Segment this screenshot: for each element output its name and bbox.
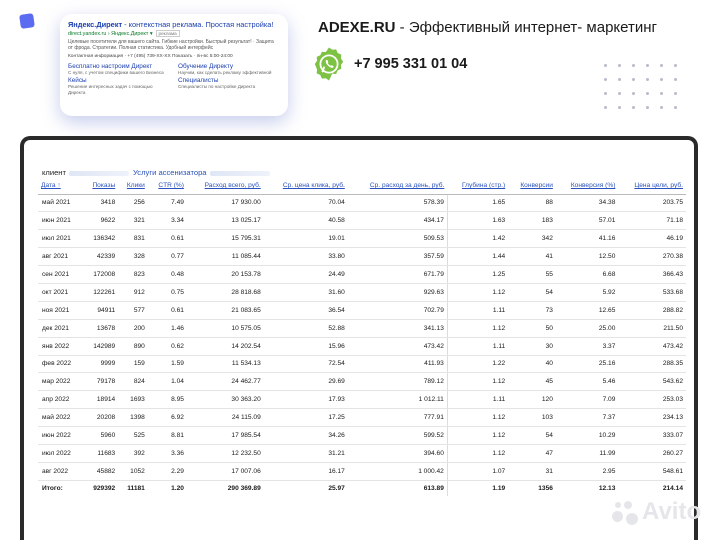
cell-conversions: 50 bbox=[508, 319, 556, 337]
table-row[interactable] bbox=[38, 409, 686, 427]
blurred-field bbox=[69, 171, 129, 176]
cell-clicks: 200 bbox=[118, 319, 148, 337]
cell-daily-spend: 599.52 bbox=[348, 427, 448, 445]
cell-conversions: 47 bbox=[508, 444, 556, 462]
column-header-cost-per-goal[interactable]: Цена цели, руб. bbox=[618, 178, 686, 194]
column-header-spend[interactable]: Расход всего, руб. bbox=[187, 178, 264, 194]
cell-impressions: 13678 bbox=[83, 319, 119, 337]
avito-wordmark: Avito bbox=[642, 498, 702, 525]
ad-title[interactable] bbox=[68, 20, 280, 29]
cell-clicks: 890 bbox=[118, 337, 148, 355]
table-row[interactable] bbox=[38, 319, 686, 337]
cell-impressions: 9999 bbox=[83, 355, 119, 373]
cell-conversion-rate: 12.50 bbox=[556, 248, 619, 266]
cell-clicks: 824 bbox=[118, 373, 148, 391]
cell-impressions: 42339 bbox=[83, 248, 119, 266]
phone-number[interactable]: +7 995 331 01 04 bbox=[354, 56, 468, 72]
cell-conversions: 120 bbox=[508, 391, 556, 409]
cell-conversion-rate: 57.01 bbox=[556, 212, 619, 230]
cell-cost-per-goal: 288.82 bbox=[618, 301, 686, 319]
cell-avg-cpc: 31.21 bbox=[264, 444, 348, 462]
cell-cost-per-goal: 234.13 bbox=[618, 409, 686, 427]
cell-daily-spend: 341.13 bbox=[348, 319, 448, 337]
cell-impressions: 11683 bbox=[83, 444, 119, 462]
cell-conversions: 342 bbox=[508, 230, 556, 248]
cell-date: ноя 2021 bbox=[38, 301, 83, 319]
table-row[interactable] bbox=[38, 266, 686, 284]
cell-avg-cpc: 52.88 bbox=[264, 319, 348, 337]
cell-ctr: 0.75 bbox=[148, 283, 187, 301]
cell-avg-cpc: 16.17 bbox=[264, 462, 348, 480]
cell-avg-cpc: 19.01 bbox=[264, 230, 348, 248]
cell-daily-spend: 509.53 bbox=[348, 230, 448, 248]
cell-conversion-rate: 25.00 bbox=[556, 319, 619, 337]
cell-date: янв 2022 bbox=[38, 337, 83, 355]
cell-avg-cpc: 15.96 bbox=[264, 337, 348, 355]
column-header-conversion-rate[interactable]: Конверсия (%) bbox=[556, 178, 619, 194]
table-row[interactable] bbox=[38, 301, 686, 319]
table-total-row bbox=[38, 480, 686, 496]
cell-spend: 14 202.54 bbox=[187, 337, 264, 355]
cell-cost-per-goal: 253.03 bbox=[618, 391, 686, 409]
cell-avg-cpc: 17.93 bbox=[264, 391, 348, 409]
cell-clicks: 328 bbox=[118, 248, 148, 266]
cell-ctr: 1.04 bbox=[148, 373, 187, 391]
cell-spend: 10 575.05 bbox=[187, 319, 264, 337]
ad-sitelink-title: Кейсы bbox=[68, 77, 87, 85]
table-row[interactable] bbox=[38, 212, 686, 230]
cell-cost-per-goal: 211.50 bbox=[618, 319, 686, 337]
cell-daily-spend: 434.17 bbox=[348, 212, 448, 230]
cell-cost-per-goal: 288.35 bbox=[618, 355, 686, 373]
cell-date: май 2022 bbox=[38, 409, 83, 427]
cell-avg-cpc: 40.58 bbox=[264, 212, 348, 230]
cell-date: июл 2021 bbox=[38, 230, 83, 248]
cell-conversions: 88 bbox=[508, 194, 556, 212]
cell-clicks: 321 bbox=[118, 212, 148, 230]
cell-ctr: 1.59 bbox=[148, 355, 187, 373]
table-row[interactable] bbox=[38, 248, 686, 266]
cell-date: авг 2021 bbox=[38, 248, 83, 266]
ad-description: Целевые посетители для вашего сайта. Гибкие настройки. Быстрый результат! · Защита от фрода. Стратегии. Полная статистика. Удобный интерфейс bbox=[68, 39, 274, 52]
cell-conversion-rate: 3.37 bbox=[556, 337, 619, 355]
cell-depth: 1.65 bbox=[447, 194, 508, 212]
column-header-conversions[interactable]: Конверсии bbox=[508, 178, 556, 194]
table-row[interactable] bbox=[38, 230, 686, 248]
cell-date: сен 2021 bbox=[38, 266, 83, 284]
cell-avg-cpc: 31.60 bbox=[264, 283, 348, 301]
ad-sitelink-title: Специалисты bbox=[178, 77, 219, 85]
ad-sitelinks bbox=[68, 63, 280, 96]
cell-impressions: 5960 bbox=[83, 427, 119, 445]
cell-impressions: 172008 bbox=[83, 266, 119, 284]
cell-conversions: 30 bbox=[508, 337, 556, 355]
ad-sitelink[interactable] bbox=[178, 77, 280, 95]
cell-conversions: 183 bbox=[508, 212, 556, 230]
cell-avg-cpc: 34.26 bbox=[264, 427, 348, 445]
cell-date: фев 2022 bbox=[38, 355, 83, 373]
cell-ctr: 7.49 bbox=[148, 194, 187, 212]
ad-url-text: direct.yandex.ru › Яндекс.Директ ▾ bbox=[68, 31, 153, 37]
cell-conversions: 55 bbox=[508, 266, 556, 284]
decorative-square-icon bbox=[19, 13, 35, 29]
cell-clicks: 577 bbox=[118, 301, 148, 319]
cell-conversions: 41 bbox=[508, 248, 556, 266]
cell-ctr: 3.34 bbox=[148, 212, 187, 230]
cell-conversion-rate: 6.68 bbox=[556, 266, 619, 284]
total-cell-depth: 1.19 bbox=[447, 480, 508, 496]
cell-date: мар 2022 bbox=[38, 373, 83, 391]
cell-avg-cpc: 24.49 bbox=[264, 266, 348, 284]
table-row[interactable] bbox=[38, 355, 686, 373]
table-body bbox=[38, 194, 686, 496]
table-row[interactable] bbox=[38, 427, 686, 445]
cell-conversions: 54 bbox=[508, 283, 556, 301]
cell-depth: 1.12 bbox=[447, 444, 508, 462]
ad-title-brand: Яндекс.Директ bbox=[68, 20, 123, 29]
cell-spend: 30 363.20 bbox=[187, 391, 264, 409]
cell-ctr: 8.95 bbox=[148, 391, 187, 409]
cell-avg-cpc: 29.69 bbox=[264, 373, 348, 391]
cell-clicks: 159 bbox=[118, 355, 148, 373]
cell-clicks: 392 bbox=[118, 444, 148, 462]
cell-cost-per-goal: 270.38 bbox=[618, 248, 686, 266]
cell-ctr: 6.92 bbox=[148, 409, 187, 427]
cell-clicks: 1398 bbox=[118, 409, 148, 427]
ad-sitelink[interactable] bbox=[68, 77, 170, 95]
cell-conversions: 103 bbox=[508, 409, 556, 427]
cell-depth: 1.22 bbox=[447, 355, 508, 373]
table-row[interactable] bbox=[38, 283, 686, 301]
cell-ctr: 3.36 bbox=[148, 444, 187, 462]
cell-ctr: 2.29 bbox=[148, 462, 187, 480]
cell-depth: 1.63 bbox=[447, 212, 508, 230]
cell-cost-per-goal: 260.27 bbox=[618, 444, 686, 462]
cell-clicks: 525 bbox=[118, 427, 148, 445]
cell-impressions: 142989 bbox=[83, 337, 119, 355]
client-label: клиент bbox=[42, 168, 66, 177]
ad-sitelink-title: Бесплатно настроим Директ bbox=[68, 62, 153, 70]
cell-date: авг 2022 bbox=[38, 462, 83, 480]
blurred-field bbox=[210, 171, 270, 176]
cell-impressions: 3418 bbox=[83, 194, 119, 212]
cell-conversion-rate: 7.37 bbox=[556, 409, 619, 427]
cell-conversion-rate: 12.65 bbox=[556, 301, 619, 319]
total-cell-daily-spend: 613.89 bbox=[348, 480, 448, 496]
cell-spend: 17 985.54 bbox=[187, 427, 264, 445]
cell-ctr: 0.62 bbox=[148, 337, 187, 355]
cell-date: апр 2022 bbox=[38, 391, 83, 409]
total-cell-date: Итого: bbox=[38, 480, 83, 496]
cell-conversion-rate: 2.95 bbox=[556, 462, 619, 480]
cell-avg-cpc: 72.54 bbox=[264, 355, 348, 373]
cell-ctr: 1.46 bbox=[148, 319, 187, 337]
cell-impressions: 20208 bbox=[83, 409, 119, 427]
cell-cost-per-goal: 333.07 bbox=[618, 427, 686, 445]
brand-tagline: - Эффективный интернет- маркетинг bbox=[395, 19, 657, 36]
table-row[interactable] bbox=[38, 194, 686, 212]
total-cell-impressions: 929392 bbox=[83, 480, 119, 496]
cell-clicks: 912 bbox=[118, 283, 148, 301]
total-cell-ctr: 1.20 bbox=[148, 480, 187, 496]
table-row[interactable] bbox=[38, 373, 686, 391]
cell-daily-spend: 671.79 bbox=[348, 266, 448, 284]
cell-depth: 1.12 bbox=[447, 427, 508, 445]
cell-avg-cpc: 33.80 bbox=[264, 248, 348, 266]
cell-cost-per-goal: 543.62 bbox=[618, 373, 686, 391]
cell-cost-per-goal: 366.43 bbox=[618, 266, 686, 284]
ad-sitelink-desc: Специалисты по настройке Директа bbox=[178, 84, 256, 90]
cell-date: дек 2021 bbox=[38, 319, 83, 337]
cell-spend: 15 795.31 bbox=[187, 230, 264, 248]
column-header-date[interactable]: Дата ↑ bbox=[38, 178, 83, 194]
whatsapp-icon[interactable] bbox=[311, 46, 347, 82]
cell-ctr: 0.61 bbox=[148, 301, 187, 319]
cell-spend: 11 085.44 bbox=[187, 248, 264, 266]
table-row[interactable] bbox=[38, 462, 686, 480]
cell-conversions: 40 bbox=[508, 355, 556, 373]
cell-cost-per-goal: 71.18 bbox=[618, 212, 686, 230]
cell-impressions: 45882 bbox=[83, 462, 119, 480]
ad-sitelink-desc: Решение интересных задач с помощью Директа bbox=[68, 84, 153, 95]
avito-logo-icon bbox=[612, 499, 638, 525]
cell-ctr: 0.48 bbox=[148, 266, 187, 284]
cell-ctr: 0.61 bbox=[148, 230, 187, 248]
cell-clicks: 256 bbox=[118, 194, 148, 212]
cell-date: окт 2021 bbox=[38, 283, 83, 301]
cell-cost-per-goal: 46.19 bbox=[618, 230, 686, 248]
cell-ctr: 0.77 bbox=[148, 248, 187, 266]
cell-conversion-rate: 10.29 bbox=[556, 427, 619, 445]
table-header-row bbox=[38, 178, 686, 194]
cell-daily-spend: 789.12 bbox=[348, 373, 448, 391]
cell-cost-per-goal: 203.75 bbox=[618, 194, 686, 212]
statistics-table bbox=[38, 178, 686, 496]
ad-sitelink-desc: Научим, как сделать рекламу эффективной bbox=[178, 69, 272, 75]
cell-impressions: 79178 bbox=[83, 373, 119, 391]
cell-date: июл 2022 bbox=[38, 444, 83, 462]
column-header-clicks[interactable]: Клики bbox=[118, 178, 148, 194]
ad-title-rest: - контекстная реклама. Простая настройка! bbox=[122, 20, 274, 29]
cell-impressions: 94911 bbox=[83, 301, 119, 319]
brand-headline bbox=[318, 19, 657, 36]
total-cell-avg-cpc: 25.97 bbox=[264, 480, 348, 496]
cell-conversion-rate: 5.46 bbox=[556, 373, 619, 391]
total-cell-cost-per-goal: 214.14 bbox=[618, 480, 686, 496]
cell-spend: 28 818.68 bbox=[187, 283, 264, 301]
client-value[interactable]: Услуги ассенизатора bbox=[132, 168, 207, 177]
cell-conversions: 45 bbox=[508, 373, 556, 391]
cell-date: июн 2022 bbox=[38, 427, 83, 445]
cell-ctr: 8.81 bbox=[148, 427, 187, 445]
column-header-ctr[interactable]: CTR (%) bbox=[148, 178, 187, 194]
cell-depth: 1.07 bbox=[447, 462, 508, 480]
column-header-daily-spend[interactable]: Ср. расход за день, руб. bbox=[348, 178, 448, 194]
cell-conversions: 54 bbox=[508, 427, 556, 445]
cell-conversion-rate: 11.99 bbox=[556, 444, 619, 462]
cell-daily-spend: 394.60 bbox=[348, 444, 448, 462]
table-row[interactable] bbox=[38, 391, 686, 409]
avito-watermark bbox=[612, 498, 701, 526]
cell-spend: 24 115.09 bbox=[187, 409, 264, 427]
cell-impressions: 9622 bbox=[83, 212, 119, 230]
ad-sitelink[interactable] bbox=[178, 63, 280, 76]
cell-spend: 12 232.50 bbox=[187, 444, 264, 462]
table-row[interactable] bbox=[38, 444, 686, 462]
cell-daily-spend: 1 000.42 bbox=[348, 462, 448, 480]
cell-conversion-rate: 5.92 bbox=[556, 283, 619, 301]
total-cell-spend: 290 369.89 bbox=[187, 480, 264, 496]
cell-daily-spend: 929.63 bbox=[348, 283, 448, 301]
total-cell-clicks: 11181 bbox=[118, 480, 148, 496]
cell-daily-spend: 357.59 bbox=[348, 248, 448, 266]
cell-avg-cpc: 36.54 bbox=[264, 301, 348, 319]
cell-clicks: 831 bbox=[118, 230, 148, 248]
cell-conversions: 73 bbox=[508, 301, 556, 319]
client-filter bbox=[42, 168, 270, 177]
cell-spend: 20 153.78 bbox=[187, 266, 264, 284]
cell-impressions: 18914 bbox=[83, 391, 119, 409]
cell-date: май 2021 bbox=[38, 194, 83, 212]
cell-spend: 24 462.77 bbox=[187, 373, 264, 391]
column-header-avg-cpc[interactable]: Ср. цена клика, руб. bbox=[264, 178, 348, 194]
cell-conversion-rate: 34.38 bbox=[556, 194, 619, 212]
cell-depth: 1.11 bbox=[447, 337, 508, 355]
cell-clicks: 1693 bbox=[118, 391, 148, 409]
cell-depth: 1.12 bbox=[447, 409, 508, 427]
column-header-impressions[interactable]: Показы bbox=[83, 178, 119, 194]
cell-depth: 1.25 bbox=[447, 266, 508, 284]
cell-daily-spend: 1 012.11 bbox=[348, 391, 448, 409]
cell-depth: 1.12 bbox=[447, 283, 508, 301]
column-header-depth[interactable]: Глубина (стр.) bbox=[447, 178, 508, 194]
cell-daily-spend: 411.93 bbox=[348, 355, 448, 373]
ad-sitelink-desc: С нуля, с учетом специфики вашего Бизнеса bbox=[68, 69, 164, 75]
decorative-dot-grid bbox=[604, 64, 677, 109]
cell-clicks: 1052 bbox=[118, 462, 148, 480]
cell-spend: 13 025.17 bbox=[187, 212, 264, 230]
ad-contact[interactable]: Контактная информация · +7 (495) 739-XX-XX Показать · пн-вс 5:00-24:00 bbox=[68, 53, 233, 59]
cell-date: июн 2021 bbox=[38, 212, 83, 230]
ad-url[interactable] bbox=[68, 30, 280, 37]
cell-depth: 1.12 bbox=[447, 319, 508, 337]
cell-cost-per-goal: 473.42 bbox=[618, 337, 686, 355]
brand-name: ADEXE.RU bbox=[318, 19, 396, 36]
table-row[interactable] bbox=[38, 337, 686, 355]
cell-depth: 1.11 bbox=[447, 301, 508, 319]
cell-impressions: 136342 bbox=[83, 230, 119, 248]
cell-spend: 17 007.06 bbox=[187, 462, 264, 480]
cell-daily-spend: 777.91 bbox=[348, 409, 448, 427]
cell-conversion-rate: 41.16 bbox=[556, 230, 619, 248]
cell-spend: 17 930.00 bbox=[187, 194, 264, 212]
cell-daily-spend: 578.39 bbox=[348, 194, 448, 212]
cell-conversions: 31 bbox=[508, 462, 556, 480]
cell-avg-cpc: 17.25 bbox=[264, 409, 348, 427]
cell-daily-spend: 473.42 bbox=[348, 337, 448, 355]
ad-sitelink-title: Обучение Директу bbox=[178, 62, 234, 70]
ad-sitelink[interactable] bbox=[68, 63, 170, 76]
ad-badge: реклама bbox=[156, 30, 180, 37]
yandex-ad-preview bbox=[60, 14, 288, 116]
cell-cost-per-goal: 548.61 bbox=[618, 462, 686, 480]
cell-depth: 1.44 bbox=[447, 248, 508, 266]
cell-conversion-rate: 25.16 bbox=[556, 355, 619, 373]
cell-depth: 1.12 bbox=[447, 373, 508, 391]
cell-spend: 11 534.13 bbox=[187, 355, 264, 373]
cell-cost-per-goal: 533.68 bbox=[618, 283, 686, 301]
cell-conversion-rate: 7.09 bbox=[556, 391, 619, 409]
cell-depth: 1.11 bbox=[447, 391, 508, 409]
cell-spend: 21 083.65 bbox=[187, 301, 264, 319]
cell-depth: 1.42 bbox=[447, 230, 508, 248]
cell-impressions: 122261 bbox=[83, 283, 119, 301]
cell-clicks: 823 bbox=[118, 266, 148, 284]
cell-avg-cpc: 70.04 bbox=[264, 194, 348, 212]
total-cell-conversion-rate: 12.13 bbox=[556, 480, 619, 496]
total-cell-conversions: 1356 bbox=[508, 480, 556, 496]
cell-daily-spend: 702.79 bbox=[348, 301, 448, 319]
